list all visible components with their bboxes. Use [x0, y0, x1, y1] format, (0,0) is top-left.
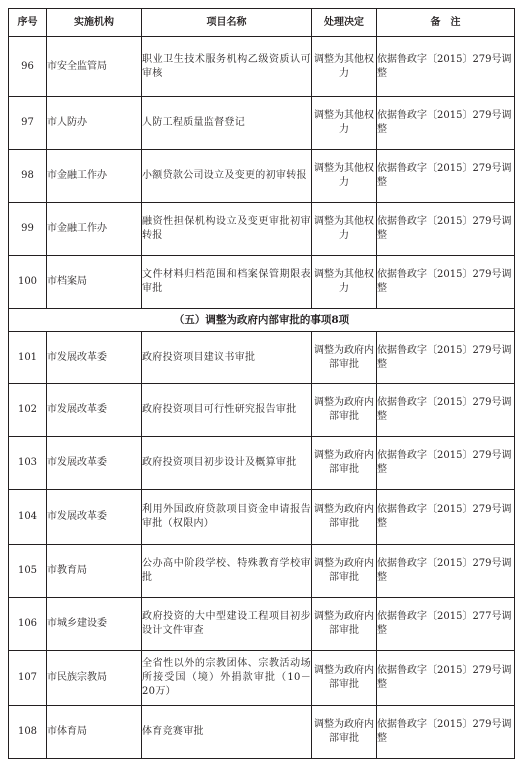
row-item: 公办高中阶段学校、特殊教育学校审批: [142, 545, 312, 598]
row-note: 依据鲁政字〔2015〕279号调整: [377, 256, 515, 309]
row-org: 市人防办: [47, 97, 142, 150]
row-item: 利用外国政府贷款项目资金申请报告审批（权限内）: [142, 490, 312, 545]
row-note: 依据鲁政字〔2015〕279号调整: [377, 706, 515, 759]
row-no: 96: [9, 37, 47, 97]
row-org: 市教育局: [47, 545, 142, 598]
table-row: [9, 384, 515, 437]
row-note: 依据鲁政字〔2015〕277号调整: [377, 598, 515, 651]
row-org: 市金融工作办: [47, 150, 142, 203]
row-item: 小额贷款公司设立及变更的初审转报: [142, 150, 312, 203]
row-no: 103: [9, 437, 47, 490]
row-decision: 调整为其他权力: [312, 203, 377, 256]
row-note: 依据鲁政字〔2015〕279号调整: [377, 97, 515, 150]
table-row: [9, 545, 515, 598]
row-item: 体育竞赛审批: [142, 706, 312, 759]
row-no: 107: [9, 651, 47, 706]
header-item: 项目名称: [142, 9, 312, 37]
row-note: 依据鲁政字〔2015〕279号调整: [377, 384, 515, 437]
row-note: 依据鲁政字〔2015〕279号调整: [377, 150, 515, 203]
row-decision: 调整为其他权力: [312, 37, 377, 97]
row-org: 市发展改革委: [47, 490, 142, 545]
row-no: 99: [9, 203, 47, 256]
row-item: 职业卫生技术服务机构乙级资质认可审核: [142, 37, 312, 97]
row-no: 100: [9, 256, 47, 309]
table-row: [9, 203, 515, 256]
row-item: 政府投资的大中型建设工程项目初步设计文件审查: [142, 598, 312, 651]
row-note: 依据鲁政字〔2015〕279号调整: [377, 651, 515, 706]
row-decision: 调整为政府内部审批: [312, 332, 377, 384]
row-note: 依据鲁政字〔2015〕279号调整: [377, 332, 515, 384]
row-item: 文件材料归档范围和档案保管期限表审批: [142, 256, 312, 309]
row-decision: 调整为政府内部审批: [312, 598, 377, 651]
row-no: 97: [9, 97, 47, 150]
table-row: [9, 706, 515, 759]
row-no: 108: [9, 706, 47, 759]
row-no: 101: [9, 332, 47, 384]
section-row: [9, 309, 515, 332]
row-org: 市发展改革委: [47, 384, 142, 437]
table-row: [9, 598, 515, 651]
row-note: 依据鲁政字〔2015〕279号调整: [377, 545, 515, 598]
row-decision: 调整为政府内部审批: [312, 706, 377, 759]
table-row: [9, 490, 515, 545]
row-org: 市发展改革委: [47, 437, 142, 490]
row-item: 政府投资项目可行性研究报告审批: [142, 384, 312, 437]
row-decision: 调整为其他权力: [312, 97, 377, 150]
table-row: [9, 150, 515, 203]
header-note: 备 注: [377, 9, 515, 37]
row-item: 融资性担保机构设立及变更审批初审转报: [142, 203, 312, 256]
table-row: [9, 256, 515, 309]
row-item: 人防工程质量监督登记: [142, 97, 312, 150]
section-title: （五）调整为政府内部审批的事项8项: [9, 309, 515, 332]
row-item: 政府投资项目建议书审批: [142, 332, 312, 384]
table-header: [9, 9, 515, 37]
header-decision: 处理决定: [312, 9, 377, 37]
header-org: 实施机构: [47, 9, 142, 37]
row-no: 105: [9, 545, 47, 598]
row-decision: 调整为政府内部审批: [312, 651, 377, 706]
row-org: 市体育局: [47, 706, 142, 759]
row-item: 全省性以外的宗教团体、宗教活动场所接受国（境）外捐款审批（10－20万）: [142, 651, 312, 706]
row-decision: 调整为政府内部审批: [312, 437, 377, 490]
row-org: 市发展改革委: [47, 332, 142, 384]
header-no: 序号: [9, 9, 47, 37]
row-item: 政府投资项目初步设计及概算审批: [142, 437, 312, 490]
table-row: [9, 332, 515, 384]
row-note: 依据鲁政字〔2015〕279号调整: [377, 490, 515, 545]
approval-items-table: [8, 8, 515, 759]
row-org: 市金融工作办: [47, 203, 142, 256]
row-decision: 调整为政府内部审批: [312, 384, 377, 437]
row-org: 市城乡建设委: [47, 598, 142, 651]
row-org: 市安全监管局: [47, 37, 142, 97]
row-note: 依据鲁政字〔2015〕279号调整: [377, 203, 515, 256]
table-row: [9, 437, 515, 490]
row-org: 市民族宗教局: [47, 651, 142, 706]
row-no: 102: [9, 384, 47, 437]
table-row: [9, 651, 515, 706]
table-row: [9, 97, 515, 150]
row-decision: 调整为其他权力: [312, 150, 377, 203]
table-row: [9, 37, 515, 97]
row-no: 104: [9, 490, 47, 545]
row-decision: 调整为政府内部审批: [312, 545, 377, 598]
row-note: 依据鲁政字〔2015〕279号调整: [377, 437, 515, 490]
row-note: 依据鲁政字〔2015〕279号调整: [377, 37, 515, 97]
row-no: 106: [9, 598, 47, 651]
row-decision: 调整为政府内部审批: [312, 490, 377, 545]
row-org: 市档案局: [47, 256, 142, 309]
row-no: 98: [9, 150, 47, 203]
row-decision: 调整为其他权力: [312, 256, 377, 309]
